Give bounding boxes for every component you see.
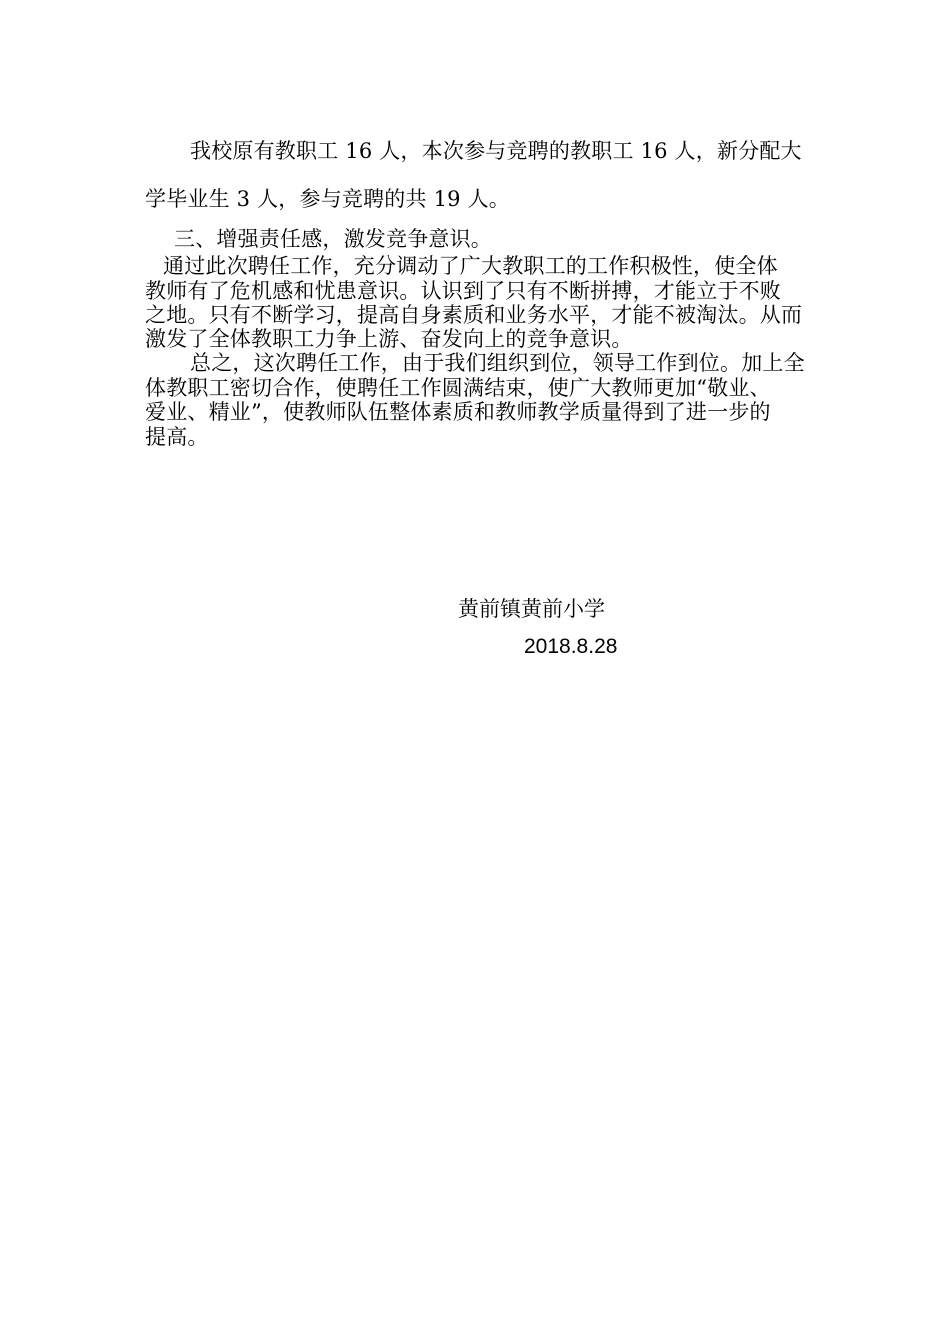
paragraph-1-line-1: 我校原有教职工 16 人，本次参与竞聘的教职工 16 人，新分配大 (190, 139, 802, 163)
paragraph-2-line-4: 激发了全体教职工力争上游、奋发向上的竞争意识。 (145, 327, 633, 351)
paragraph-2-line-2: 教师有了危机感和忧患意识。认识到了只有不断拼搏，才能立于不败 (145, 279, 781, 303)
paragraph-1-line-2: 学毕业生 3 人，参与竞聘的共 19 人。 (145, 187, 510, 211)
paragraph-3-line-1: 总之，这次聘任工作，由于我们组织到位，领导工作到位。加上全 (190, 351, 805, 375)
paragraph-3-line-2: 体教职工密切合作，使聘任工作圆满结束，使广大教师更加“敬业、 (145, 376, 771, 400)
paragraph-3-line-4: 提高。 (145, 425, 209, 449)
paragraph-2-line-3: 之地。只有不断学习，提高自身素质和业务水平，才能不被淘汰。从而 (145, 303, 803, 327)
paragraph-3-line-3: 爱业、精业”，使教师队伍整体素质和教师教学质量得到了进一步的 (145, 400, 771, 424)
signature-date: 2018.8.28 (524, 635, 618, 658)
paragraph-2-line-1: 通过此次聘任工作，充分调动了广大教职工的工作积极性，使全体 (163, 254, 778, 278)
signature-organization: 黄前镇黄前小学 (458, 597, 605, 621)
section-3-heading: 三、增强责任感，激发竞争意识。 (174, 227, 492, 251)
